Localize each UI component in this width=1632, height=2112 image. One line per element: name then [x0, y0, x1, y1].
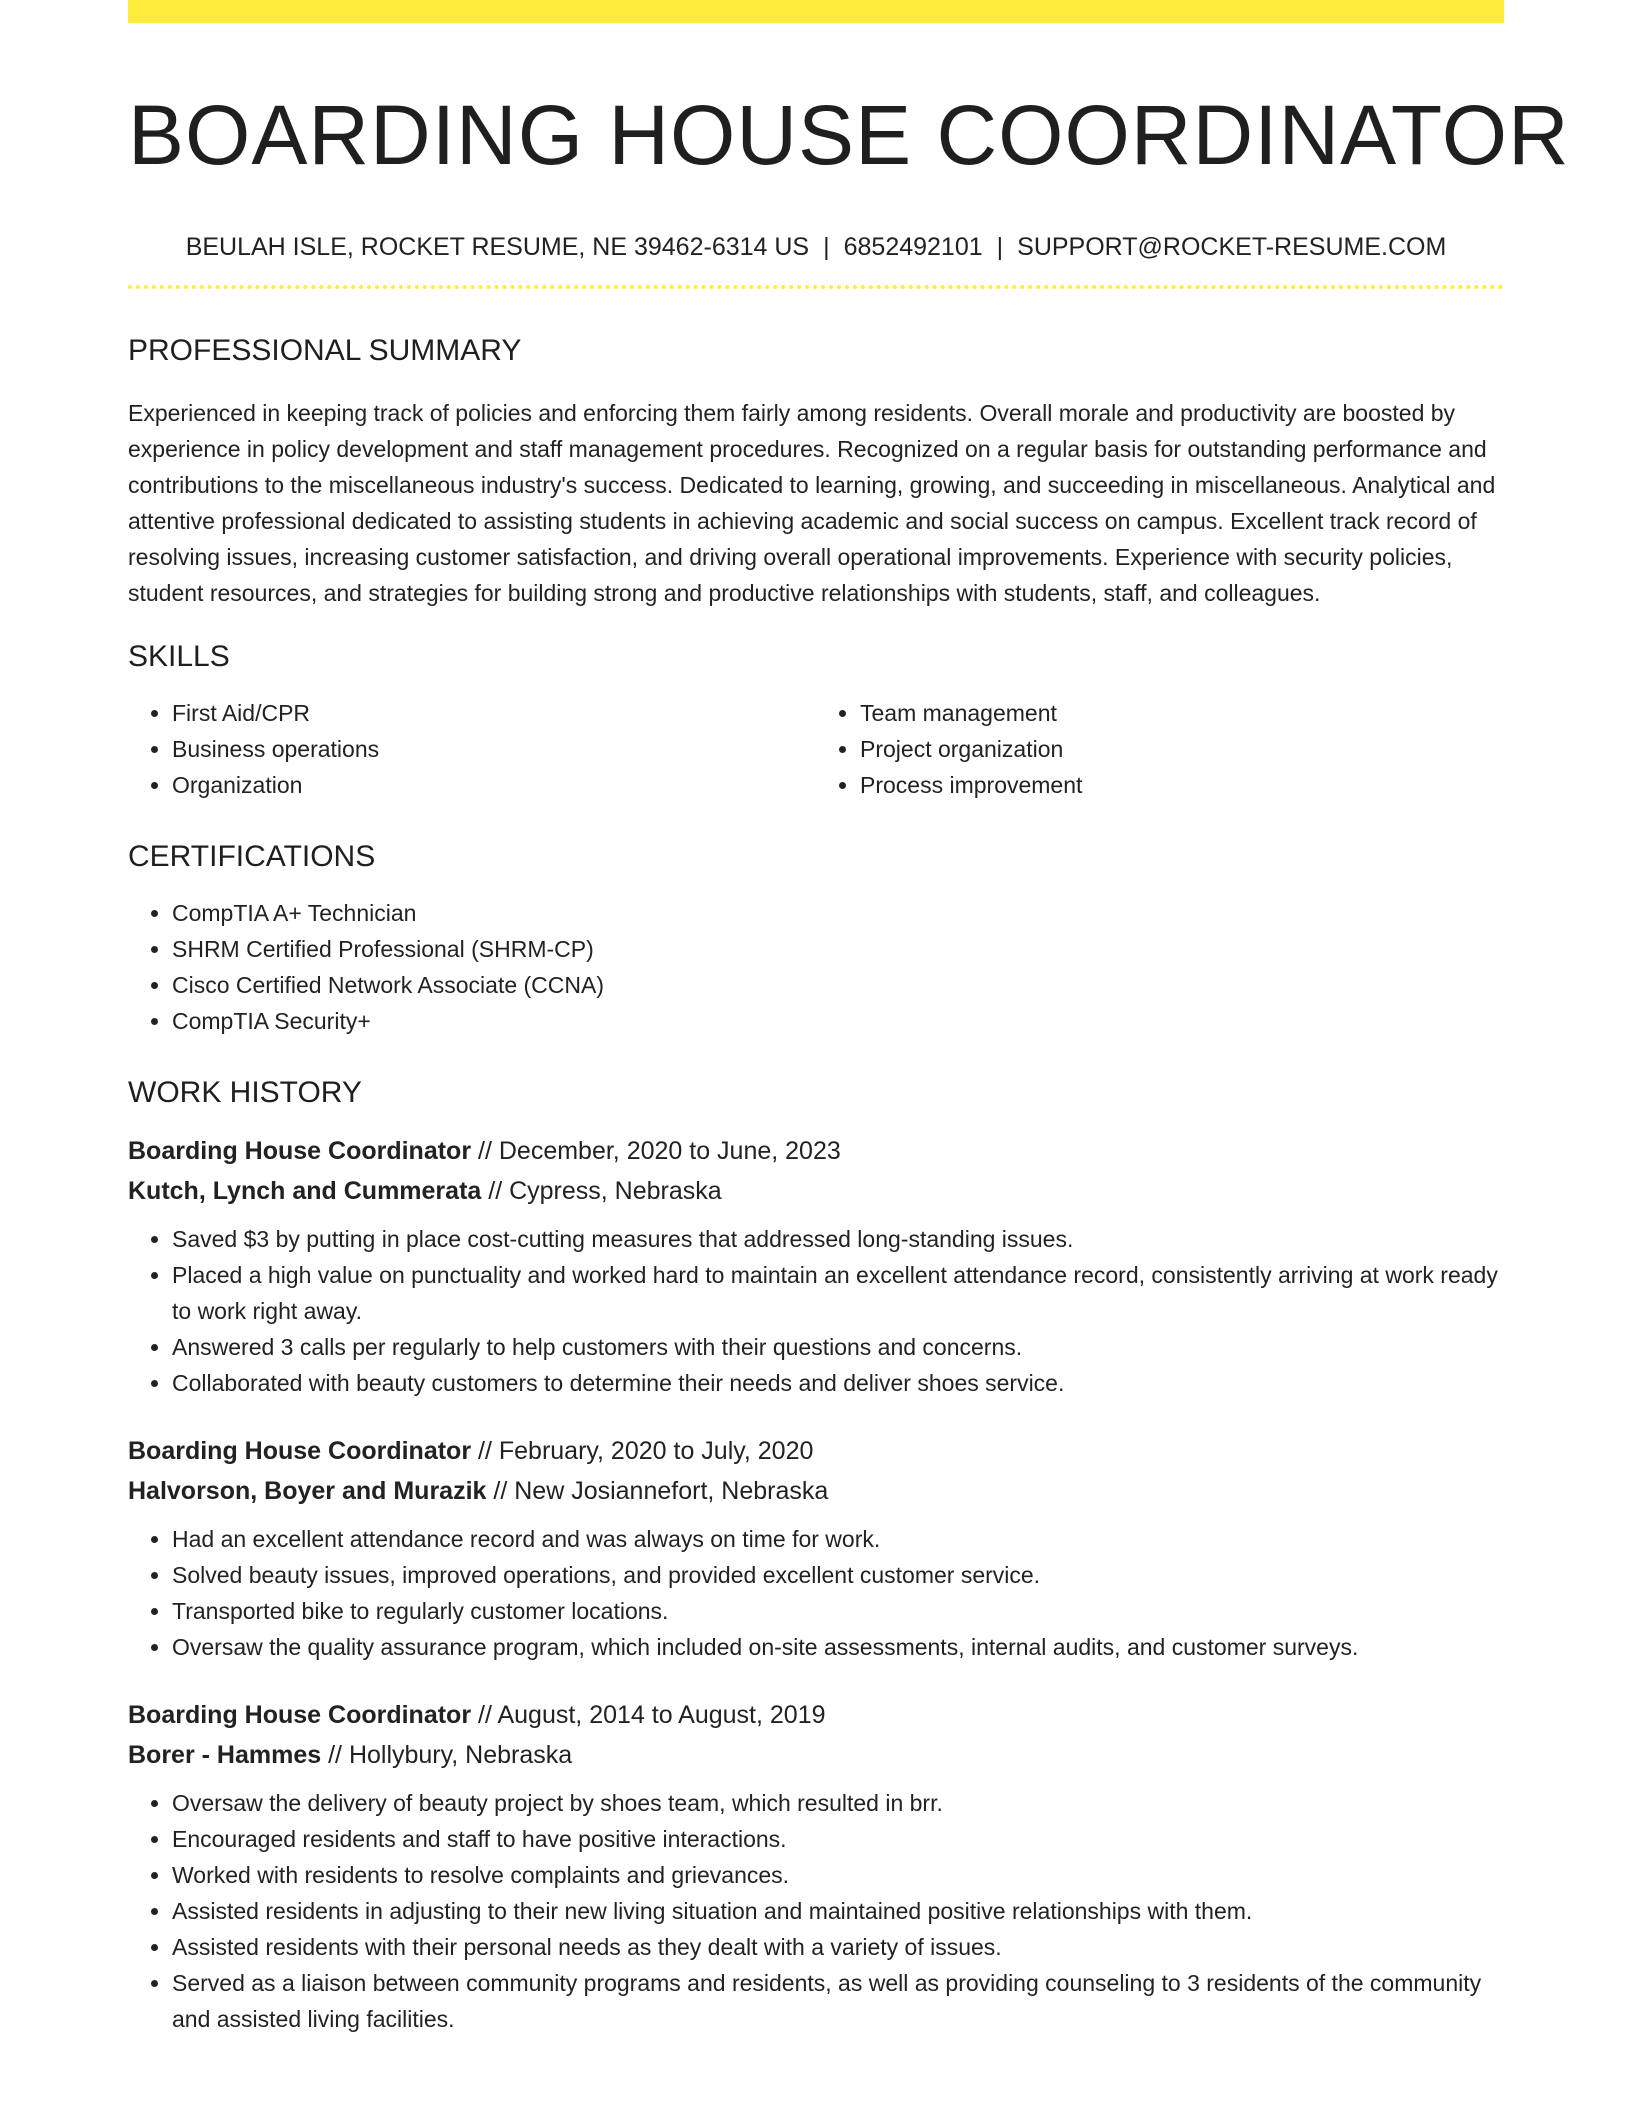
job-location: New Josiannefort, Nebraska: [514, 1477, 829, 1505]
job-divider: //: [321, 1741, 349, 1769]
job-title-line: [128, 1431, 1504, 1471]
certifications-list: [128, 895, 1504, 1039]
job-role: Boarding House Coordinator: [128, 1137, 472, 1165]
job-divider: //: [481, 1177, 510, 1205]
job-entry: [128, 1695, 1504, 2037]
job-divider: //: [471, 1437, 499, 1465]
job-bullet: • Oversaw the quality assurance program, which included on-site assessments, internal audits, and customer surveys.: [172, 1629, 1504, 1665]
job-bullet: • Assisted residents with their personal needs as they dealt with a variety of issues.: [172, 1929, 1504, 1965]
contact-separator: |: [823, 233, 830, 261]
contact-email: SUPPORT@ROCKET-RESUME.COM: [1017, 233, 1447, 261]
skill-item: • Process improvement: [860, 767, 1504, 803]
dotted-divider: [128, 285, 1504, 289]
job-company: Borer - Hammes: [128, 1741, 322, 1769]
job-bullet: • Placed a high value on punctuality and worked hard to maintain an excellent attendance record, consistently arriving at work ready to work right away.: [172, 1257, 1504, 1329]
job-company-line: [128, 1471, 1504, 1511]
job-divider: //: [471, 1137, 499, 1165]
certification-item: • CompTIA Security+: [172, 1003, 1504, 1039]
job-bullet: • Had an excellent attendance record and was always on time for work.: [172, 1521, 1504, 1557]
job-dates: August, 2014 to August, 2019: [497, 1701, 826, 1729]
job-bullet: • Encouraged residents and staff to have positive interactions.: [172, 1821, 1504, 1857]
job-bullets: [128, 1521, 1504, 1665]
contact-line: [128, 231, 1504, 263]
job-title-line: [128, 1131, 1504, 1171]
contact-separator: |: [996, 233, 1004, 261]
job-bullet: • Oversaw the delivery of beauty project by shoes team, which resulted in brr.: [172, 1785, 1504, 1821]
accent-top-bar: [128, 0, 1504, 23]
skill-item: • Team management: [860, 695, 1504, 731]
job-entry: [128, 1431, 1504, 1665]
skill-item: • Project organization: [860, 731, 1504, 767]
job-bullet: • Transported bike to regularly customer locations.: [172, 1593, 1504, 1629]
work-history-heading: WORK HISTORY: [128, 1076, 362, 1109]
job-divider: //: [486, 1477, 515, 1505]
job-dates: December, 2020 to June, 2023: [498, 1137, 841, 1165]
job-entry: [128, 1131, 1504, 1401]
resume-page: [128, 0, 1570, 2037]
job-location: Cypress, Nebraska: [509, 1177, 722, 1205]
job-company: Halvorson, Boyer and Murazik: [128, 1477, 487, 1505]
job-role: Boarding House Coordinator: [128, 1701, 472, 1729]
job-bullet: • Answered 3 calls per regularly to help customers with their questions and concerns.: [172, 1329, 1504, 1365]
page-title: BOARDING HOUSE COORDINATOR: [128, 88, 1570, 182]
job-bullet: • Assisted residents in adjusting to their new living situation and maintained positive relationships with them.: [172, 1893, 1504, 1929]
job-bullets: [128, 1785, 1504, 2037]
skills-heading: SKILLS: [128, 640, 230, 673]
skill-item: • Organization: [172, 767, 816, 803]
certification-item: • CompTIA A+ Technician: [172, 895, 1504, 931]
job-bullet: • Worked with residents to resolve complaints and grievances.: [172, 1857, 1504, 1893]
skills-columns: [128, 695, 1504, 803]
contact-phone: 6852492101: [843, 233, 983, 261]
job-company-line: [128, 1171, 1504, 1211]
job-dates: February, 2020 to July, 2020: [498, 1437, 814, 1465]
job-bullets: [128, 1221, 1504, 1401]
skills-list-right: [816, 695, 1504, 803]
skill-item: • First Aid/CPR: [172, 695, 816, 731]
summary-heading: PROFESSIONAL SUMMARY: [128, 334, 522, 367]
summary-text: Experienced in keeping track of policies and enforcing them fairly among residents. Overall morale and productivity are boosted by experience in policy development and staff management procedures. Recognized on a regular basis for outstanding performance and contributions to the miscellaneous industry's success. Dedicated to learning, growing, and succeeding in miscellaneous. Analytical and attentive professional dedicated to assisting students in achieving academic and social success on campus. Excellent track record of resolving issues, increasing customer satisfaction, and driving overall operational improvements. Experience with security policies, student resources, and strategies for building strong and productive relationships with students, staff, and colleagues.: [128, 400, 1496, 606]
skills-list-left: [128, 695, 816, 803]
job-bullet: • Collaborated with beauty customers to determine their needs and deliver shoes service.: [172, 1365, 1504, 1401]
skill-item: • Business operations: [172, 731, 816, 767]
certification-item: • Cisco Certified Network Associate (CCNA): [172, 967, 1504, 1003]
job-title-line: [128, 1695, 1504, 1735]
job-company: Kutch, Lynch and Cummerata: [128, 1177, 482, 1205]
job-bullet: • Saved $3 by putting in place cost-cutting measures that addressed long-standing issues.: [172, 1221, 1504, 1257]
job-bullet: • Served as a liaison between community programs and residents, as well as providing counseling to 3 residents of the community and assisted living facilities.: [172, 1965, 1504, 2037]
contact-address: BEULAH ISLE, ROCKET RESUME, NE 39462-6314 US: [185, 233, 810, 261]
certifications-heading: CERTIFICATIONS: [128, 840, 376, 873]
job-location: Hollybury, Nebraska: [348, 1741, 573, 1769]
job-bullet: • Solved beauty issues, improved operations, and provided excellent customer service.: [172, 1557, 1504, 1593]
job-company-line: [128, 1735, 1504, 1775]
job-role: Boarding House Coordinator: [128, 1437, 472, 1465]
certification-item: • SHRM Certified Professional (SHRM-CP): [172, 931, 1504, 967]
job-divider: //: [471, 1701, 498, 1729]
